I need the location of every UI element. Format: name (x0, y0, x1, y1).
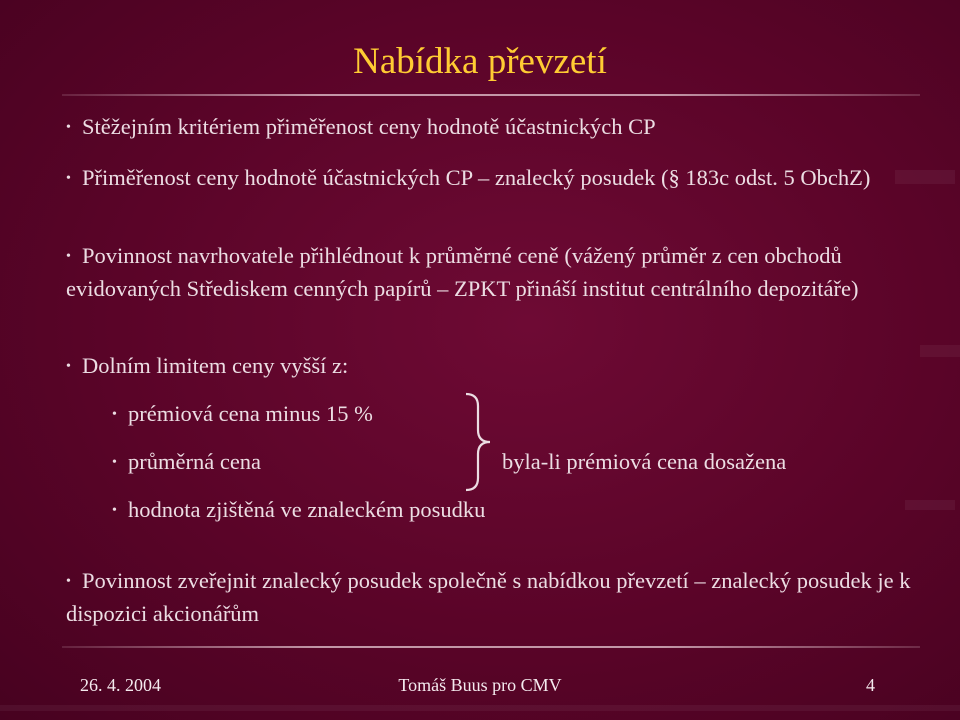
sub-bullet-2: • průměrná cena (112, 446, 472, 479)
decor-stripe (920, 345, 960, 357)
sub-bullet-1: • prémiová cena minus 15 % (112, 398, 472, 431)
bullet-dot-icon: • (112, 455, 117, 470)
footer-author: Tomáš Buus pro CMV (398, 675, 562, 695)
footer-page-number: 4 (866, 675, 875, 695)
sub-bullet-3: • hodnota zjištěná ve znaleckém posudku (112, 494, 632, 527)
bullet-dot-icon: • (66, 574, 71, 589)
bullet-1: • Stěžejním kritériem přiměřenost ceny hodnotě účastnických CP (66, 111, 914, 144)
slide-title: Nabídka převzetí (353, 41, 607, 82)
bullet-dot-icon: • (66, 249, 71, 264)
bullet-dot-icon: • (66, 120, 71, 135)
brace-note: byla-li prémiová cena dosažena (502, 449, 787, 474)
bullet-4: • Dolním limitem ceny vyšší z: (66, 350, 914, 383)
brace-icon (460, 392, 496, 492)
footer-date: 26. 4. 2004 (80, 675, 161, 695)
bullet-3: • Povinnost navrhovatele přihlédnout k průměrné ceně (vážený průměr z cen obchodů evidovaných Střediskem cenných papírů – ZPKT přináší institut centrálního depozitáře) (66, 243, 859, 301)
decor-stripe (905, 500, 955, 510)
footer-divider (62, 646, 920, 648)
bullet-dot-icon: • (66, 359, 71, 374)
bullet-dot-icon: • (112, 407, 117, 422)
decor-stripe (0, 705, 960, 711)
bullet-5: • Povinnost zveřejnit znalecký posudek společně s nabídkou převzetí – znalecký posudek je k dispozici akcionářům (66, 568, 911, 626)
bullet-2: • Přiměřenost ceny hodnotě účastnických CP – znalecký posudek (§ 183c odst. 5 ObchZ) (66, 162, 914, 195)
title-divider (62, 94, 920, 96)
bullet-dot-icon: • (112, 503, 117, 518)
bullet-dot-icon: • (66, 171, 71, 186)
